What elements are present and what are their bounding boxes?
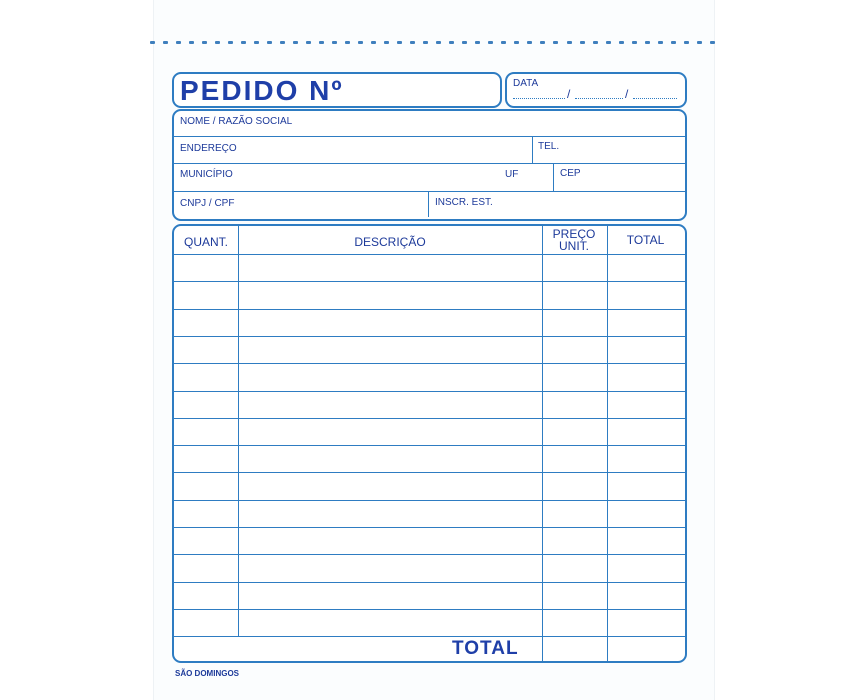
perforation-dot	[540, 41, 545, 44]
perforation-dot	[606, 41, 611, 44]
perforation-dot	[293, 41, 298, 44]
address-label: ENDEREÇO	[180, 143, 237, 154]
column-unit-price-line1: PREÇO	[552, 227, 596, 241]
date-box	[505, 72, 687, 108]
perforation-dot	[514, 41, 519, 44]
table-row[interactable]	[174, 554, 685, 581]
perforation-dot	[645, 41, 650, 44]
perforation-dot	[228, 41, 233, 44]
column-unit-price	[542, 228, 606, 252]
printer-imprint: SÃO DOMINGOS	[175, 669, 240, 678]
perforation-dot	[527, 41, 532, 44]
perforation-dot	[684, 41, 689, 44]
perforation-dot	[449, 41, 454, 44]
perforation-dot	[176, 41, 181, 44]
table-row[interactable]	[174, 500, 685, 527]
perforation-dot	[371, 41, 376, 44]
date-label: DATA	[513, 78, 539, 89]
name-label: NOME / RAZÃO SOCIAL	[180, 116, 293, 127]
divider	[553, 163, 554, 191]
perforation-dot	[501, 41, 506, 44]
date-separator: /	[625, 87, 629, 101]
perforation-dot	[632, 41, 637, 44]
date-separator: /	[567, 87, 571, 101]
table-row[interactable]	[174, 445, 685, 472]
perforation-dot	[189, 41, 194, 44]
column-unit-price-line2: UNIT.	[559, 239, 589, 253]
tax-id-label: CNPJ / CPF	[180, 198, 235, 209]
perforation-dot	[163, 41, 168, 44]
divider	[174, 136, 685, 137]
divider	[532, 136, 533, 163]
perforation-dot	[345, 41, 350, 44]
table-row[interactable]	[174, 363, 685, 390]
perforation-dot	[658, 41, 663, 44]
city-label: MUNICÍPIO	[180, 169, 233, 180]
column-description: DESCRIÇÃO	[354, 235, 426, 249]
perforation-dot	[332, 41, 337, 44]
date-year-field[interactable]	[633, 98, 677, 99]
table-row[interactable]	[174, 281, 685, 308]
row-divider	[174, 636, 685, 637]
table-row[interactable]	[174, 391, 685, 418]
state-label: UF	[505, 169, 519, 180]
date-month-field[interactable]	[575, 98, 623, 99]
order-title-box	[172, 72, 502, 108]
state-registration-label: INSCR. EST.	[435, 197, 493, 208]
perforation-dot	[280, 41, 285, 44]
perforation-dot	[384, 41, 389, 44]
perforation-dot	[475, 41, 480, 44]
perforation-dot	[619, 41, 624, 44]
items-table	[172, 224, 687, 663]
table-row[interactable]	[174, 472, 685, 499]
table-row[interactable]	[174, 582, 685, 609]
column-total: TOTAL	[626, 233, 665, 247]
divider	[428, 191, 429, 217]
perforation-dot	[553, 41, 558, 44]
perforation-dot	[267, 41, 272, 44]
perforation-dot	[436, 41, 441, 44]
order-title: PEDIDO Nº	[180, 75, 344, 106]
divider	[174, 191, 685, 192]
table-row[interactable]	[174, 336, 685, 363]
perforation-dot	[150, 41, 155, 44]
perforation-dot	[671, 41, 676, 44]
zip-label: CEP	[560, 168, 581, 179]
perforation-dot	[710, 41, 715, 44]
perforation-dot	[397, 41, 402, 44]
perforation-dot	[410, 41, 415, 44]
table-row[interactable]	[174, 609, 685, 636]
table-row[interactable]	[174, 418, 685, 445]
column-quantity: QUANT.	[183, 235, 228, 249]
grand-total-label: TOTAL	[452, 638, 519, 659]
table-row[interactable]	[174, 309, 685, 336]
perforation-dot	[254, 41, 259, 44]
client-info-box	[172, 109, 687, 221]
perforation-dot	[241, 41, 246, 44]
perforation-dot	[306, 41, 311, 44]
perforation-dot	[567, 41, 572, 44]
date-day-field[interactable]	[513, 98, 565, 99]
table-row[interactable]	[174, 254, 685, 281]
perforation-dot	[462, 41, 467, 44]
divider	[174, 163, 685, 164]
phone-label: TEL.	[538, 141, 560, 152]
perforation-line	[150, 39, 715, 45]
perforation-dot	[215, 41, 220, 44]
perforation-dot	[358, 41, 363, 44]
perforation-dot	[319, 41, 324, 44]
perforation-dot	[202, 41, 207, 44]
perforation-dot	[697, 41, 702, 44]
table-row[interactable]	[174, 527, 685, 554]
perforation-dot	[488, 41, 493, 44]
perforation-dot	[593, 41, 598, 44]
perforation-dot	[580, 41, 585, 44]
perforation-dot	[423, 41, 428, 44]
